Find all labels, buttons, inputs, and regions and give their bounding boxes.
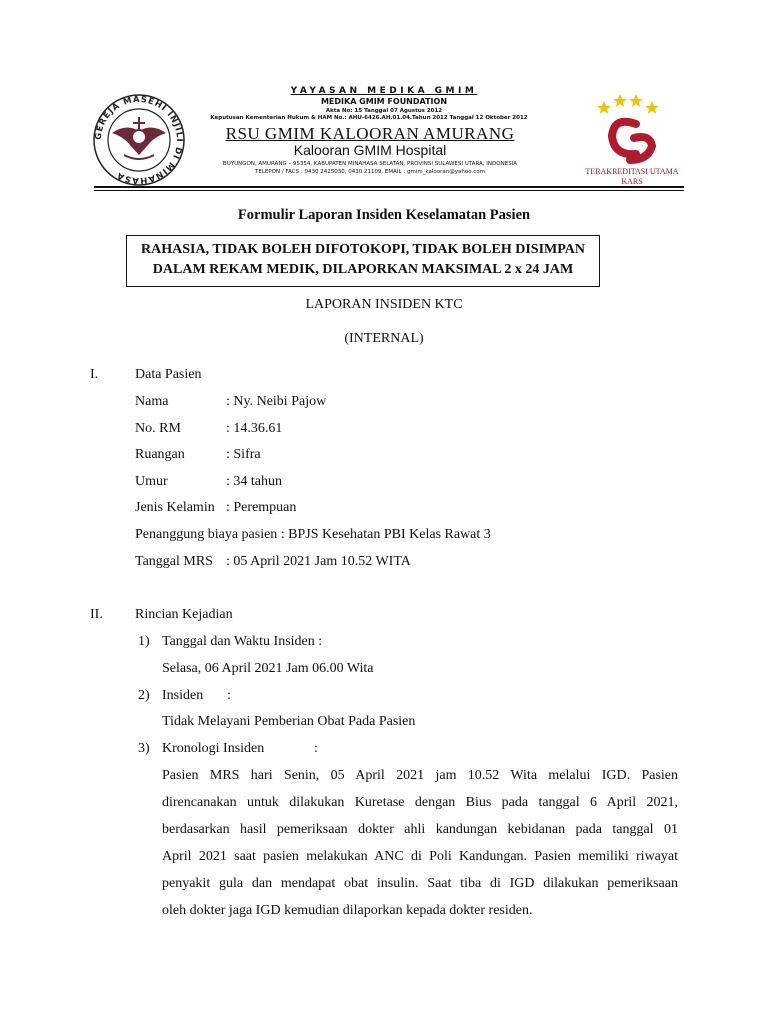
confidential-warning-box	[126, 235, 600, 287]
keputusan-line: Keputusan Kementerian Hukum & HAM No.: AHU-6426.AH.01.04.Tahun 2012 Tanggal 12 Oktober 2012	[210, 115, 528, 121]
field-value-tanggal-mrs: : 05 April 2021 Jam 10.52 WITA	[226, 554, 411, 569]
form-title: Formulir Laporan Insiden Keselamatan Pasien	[237, 207, 531, 223]
item3-number: 3)	[138, 741, 150, 756]
field-value-umur: : 34 tahun	[226, 474, 282, 489]
field-label-nama: Nama	[135, 394, 169, 409]
section1-numeral: I.	[90, 367, 99, 382]
field-value-ruangan: : Sifra	[226, 447, 261, 462]
hospital-name-en: Kalooran GMIM Hospital	[293, 142, 447, 158]
kronologi-line: direncanakan untuk dilakukan Kuretase dengan Bius pada tanggal 6 April 2021,	[162, 795, 678, 810]
kronologi-line: penyakit gula dan mendapat obat insulin. Saat tiba di IGD dilakukan pemeriksaan	[162, 876, 678, 891]
kars-caption-line1: TERAKREDITASI UTAMA	[585, 167, 679, 176]
kronologi-line: April 2021 saat pasien melakukan ANC di Poli Kandungan. Pasien memiliki riwayat	[162, 849, 678, 864]
kronologi-line: berdasarkan hasil pemeriksaan dokter ahli kandungan kebidanan pada tanggal 01	[162, 822, 678, 837]
field-label-tanggal-mrs: Tanggal MRS	[135, 554, 213, 569]
kronologi-line: oleh dokter jaga IGD kemudian dilaporkan kepada dokter residen.	[162, 903, 533, 918]
section2-numeral: II.	[90, 607, 103, 622]
item2-label: Insiden	[162, 688, 204, 703]
field-label-umur: Umur	[135, 474, 168, 489]
field-label-ruangan: Ruangan	[135, 447, 185, 462]
field-penanggung-biaya: Penanggung biaya pasien : BPJS Kesehatan PBI Kelas Rawat 3	[135, 527, 491, 542]
item1-value: Selasa, 06 April 2021 Jam 06.00 Wita	[162, 661, 374, 676]
field-label-jenis-kelamin: Jenis Kelamin	[135, 500, 215, 515]
item2-number: 2)	[138, 688, 150, 703]
field-value-nama: : Ny. Neibi Pajow	[226, 394, 327, 409]
warning-line1: RAHASIA, TIDAK BOLEH DIFOTOKOPI, TIDAK BOLEH DISIMPAN	[141, 242, 585, 257]
akta-line: Akta No: 15 Tanggal 07 Agustus 2012	[325, 108, 443, 114]
section1-heading: Data Pasien	[135, 367, 202, 382]
hospital-name: RSU GMIM KALOORAN AMURANG	[225, 124, 515, 143]
item2-value: Tidak Melayani Pemberian Obat Pada Pasien	[162, 714, 416, 729]
yayasan-name: YAYASAN MEDIKA GMIM	[290, 86, 478, 96]
item1-label: Tanggal dan Waktu Insiden :	[162, 634, 323, 649]
section2-heading: Rincian Kejadian	[135, 607, 233, 622]
hospital-contact: TELEPON / FACS : 0430 2425030, 0430 21109, EMAIL : gmim_kalooran@yahoo.com	[254, 169, 486, 175]
field-value-jenis-kelamin: : Perempuan	[226, 500, 297, 515]
item3-colon: :	[314, 741, 318, 756]
field-label-no-rm: No. RM	[135, 421, 181, 436]
report-title: LAPORAN INSIDEN KTC	[305, 297, 463, 312]
item3-label: Kronologi Insiden	[162, 741, 265, 756]
letterhead-divider-thin	[94, 190, 684, 191]
letterhead-divider	[94, 186, 684, 188]
seal-text: GEREJA MASEHI INJILI DI MINAHASA	[92, 93, 186, 187]
kronologi-line: Pasien MRS hari Senin, 05 April 2021 jam 10.52 Wita melalui IGD. Pasien	[162, 768, 678, 783]
hospital-address: BUYUNGON, AMURANG – 95354, KABUPATEN MINAHASA SELATAN, PROVINSI SULAWESI UTARA, INDONESIA	[222, 161, 518, 167]
item2-colon: :	[227, 688, 231, 703]
kronologi-paragraph	[162, 762, 678, 924]
kars-caption-line2: KARS	[621, 177, 643, 186]
report-subtitle: (INTERNAL)	[344, 331, 424, 346]
field-value-no-rm: : 14.36.61	[226, 421, 283, 436]
item1-number: 1)	[138, 634, 150, 649]
foundation-name: MEDIKA GMIM FOUNDATION	[320, 97, 448, 106]
warning-line2: DALAM REKAM MEDIK, DILAPORKAN MAKSIMAL 2 x 24 JAM	[152, 262, 574, 277]
